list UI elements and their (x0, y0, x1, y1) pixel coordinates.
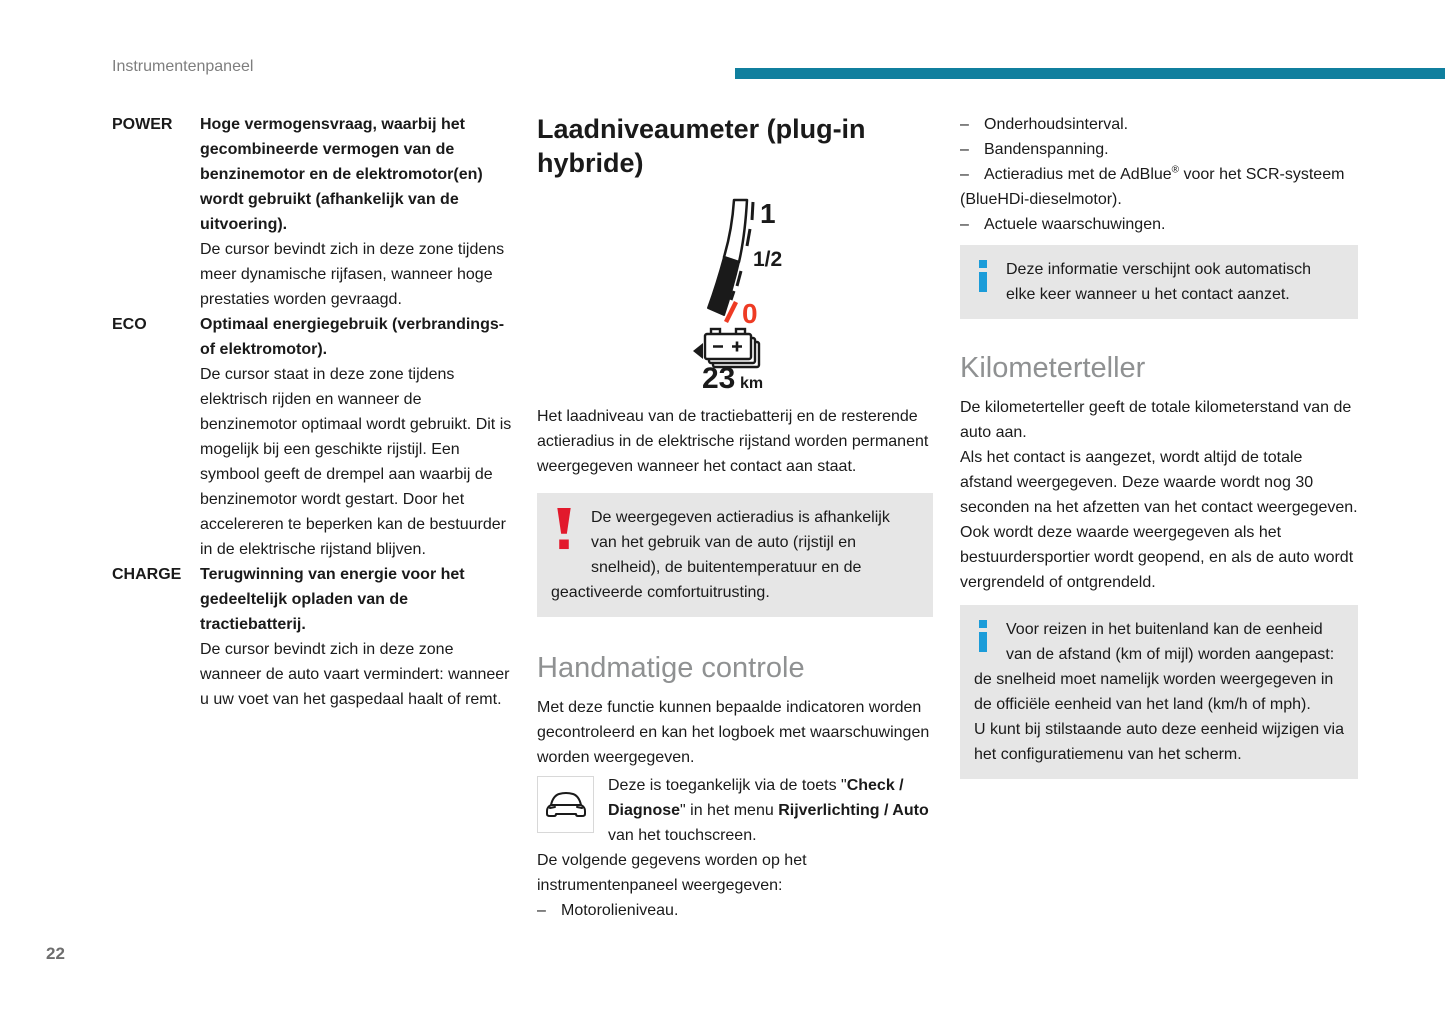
list-item-text: Actieradius met de AdBlue (984, 166, 1172, 183)
info-note (960, 605, 1358, 779)
definition-lead: Optimaal energiegebruik (verbrandings- of elektromotor). (200, 316, 505, 358)
text-run: " in het menu (680, 802, 779, 819)
dash-bullet: – (960, 116, 969, 133)
definition-body: De cursor bevindt zich in deze zone wanneer de auto vaart vermindert: wanneer u uw voet van het gaspedaal haalt of remt. (200, 641, 510, 708)
section-title-charge-meter: Laadniveaumeter (plug-in hybride) (537, 114, 866, 178)
registered-trademark: ® (1171, 164, 1180, 176)
accent-bar (735, 68, 1445, 79)
definition-term: POWER (112, 116, 173, 133)
list-item-text: Motorolieniveau. (561, 902, 679, 919)
range-unit: km (740, 375, 764, 392)
odometer-para-1: De kilometerteller geeft de totale kilometerstand van de auto aan. (960, 399, 1352, 441)
definition-lead: Hoge vermogensvraag, waarbij het gecombineerde vermogen van de benzinemotor en de elektromotor(en) wordt gebruikt (afhankelijk van de uitvoering). (200, 116, 483, 233)
column-left (112, 112, 512, 923)
text-run: Deze is toegankelijk via de toets " (608, 777, 847, 794)
charge-meter-intro: Het laadniveau van de tractiebatterij en de resterende actieradius in de elektrische rijstand worden permanent weergegeven wanneer het contact aan staat. (537, 408, 929, 475)
definition-description (200, 562, 512, 712)
running-header: Instrumentenpaneel (112, 58, 254, 75)
list-item (960, 162, 1358, 212)
list-item (960, 137, 1358, 162)
odometer-para-2: Als het contact is aangezet, wordt altijd de totale afstand weergegeven. Deze waarde wordt nog 30 seconden na het afzetten van het contact weergegeven. Ook wordt deze waarde weergegeven als het bestuurdersportier wordt geopend, en als de auto wordt vergrendeld of ontgrendeld. (960, 449, 1358, 591)
definition-term: ECO (112, 316, 147, 333)
charge-level-gauge (687, 196, 817, 396)
definition-eco (112, 312, 512, 562)
warning-text: De weergegeven actieradius is afhankelijk van het gebruik van de auto (rijstijl en snelheid), de buitentemperatuur en de geactiveerde comfortuitrusting. (551, 509, 890, 601)
manual-check-intro: Met deze functie kunnen bepaalde indicatoren worden gecontroleerd en kan het logboek met waarschuwingen worden weergegeven. (537, 699, 930, 766)
column-middle (537, 112, 933, 923)
warning-note (537, 493, 933, 617)
dash-bullet: – (960, 216, 969, 233)
car-icon (537, 776, 594, 833)
definition-description (200, 312, 512, 562)
warning-icon (554, 508, 574, 558)
dash-bullet: – (537, 902, 546, 919)
list-item (960, 212, 1358, 237)
info-icon (977, 260, 989, 300)
button-name-check-diagnose: Check / Diagnose (608, 777, 904, 819)
section-title-odometer: Kilometerteller (960, 352, 1146, 384)
info-text: Voor reizen in het buitenland kan de eenheid van de afstand (km of mijl) worden aangepast: de snelheid moet namelijk worden weergegeven in de officiële eenheid van het land (km/h of mph). (974, 621, 1335, 713)
section-title-manual-check: Handmatige controle (537, 652, 805, 684)
battery-arrow-icon (693, 343, 703, 359)
text-run: van het touchscreen. (608, 827, 757, 844)
info-note (960, 245, 1358, 319)
list-item-text: Actuele waarschuwingen. (984, 216, 1166, 233)
definition-power (112, 112, 512, 312)
content-columns (112, 112, 1358, 923)
check-diagnose-paragraph (537, 773, 933, 848)
info-text: Deze informatie verschijnt ook automatisch elke keer wanneer u het contact aanzet. (1006, 261, 1312, 303)
info-icon (977, 620, 989, 660)
gauge-label-empty: 0 (742, 298, 758, 329)
definition-body: De cursor staat in deze zone tijdens elektrisch rijden en wanneer de benzinemotor optimaal wordt gebruikt. Dit is mogelijk bij een geschikte rijstijl. Een symbool geeft de drempel aan waarbij de benzinemotor wordt gestart. Door het accelereren te beperken kan de bestuurder in de elektrische rijstand blijven. (200, 366, 512, 558)
definition-body: De cursor bevindt zich in deze zone tijdens meer dynamische rijfasen, wanneer hoge prestaties worden gevraagd. (200, 241, 505, 308)
list-item-text: voor het SCR-systeem (BlueHDi-dieselmotor). (960, 166, 1345, 208)
menu-name-rijverlichting-auto: Rijverlichting / Auto (778, 802, 929, 819)
range-value: 23 (702, 362, 736, 395)
definition-term: CHARGE (112, 566, 182, 583)
list-item-text: Onderhoudsinterval. (984, 116, 1129, 133)
dash-bullet: – (960, 166, 969, 183)
column-right (960, 112, 1358, 923)
check-diagnose-text (537, 773, 933, 848)
info-text: U kunt bij stilstaande auto deze eenheid wijzigen via het configuratiemenu van het scherm. (974, 721, 1345, 763)
list-item (960, 112, 1358, 137)
gauge-bar-upper (724, 200, 747, 262)
definition-charge (112, 562, 512, 712)
gauge-label-half: 1/2 (753, 248, 783, 271)
gauge-label-full: 1 (760, 198, 776, 229)
dash-bullet: – (960, 141, 969, 158)
definition-lead: Terugwinning van energie voor het gedeeltelijk opladen van de tractiebatterij. (200, 566, 465, 633)
page-number: 22 (46, 944, 65, 963)
definition-description (200, 112, 512, 312)
list-item (537, 898, 933, 923)
displayed-data-intro: De volgende gegevens worden op het instrumentenpaneel weergegeven: (537, 852, 807, 894)
list-item-text: Bandenspanning. (984, 141, 1109, 158)
